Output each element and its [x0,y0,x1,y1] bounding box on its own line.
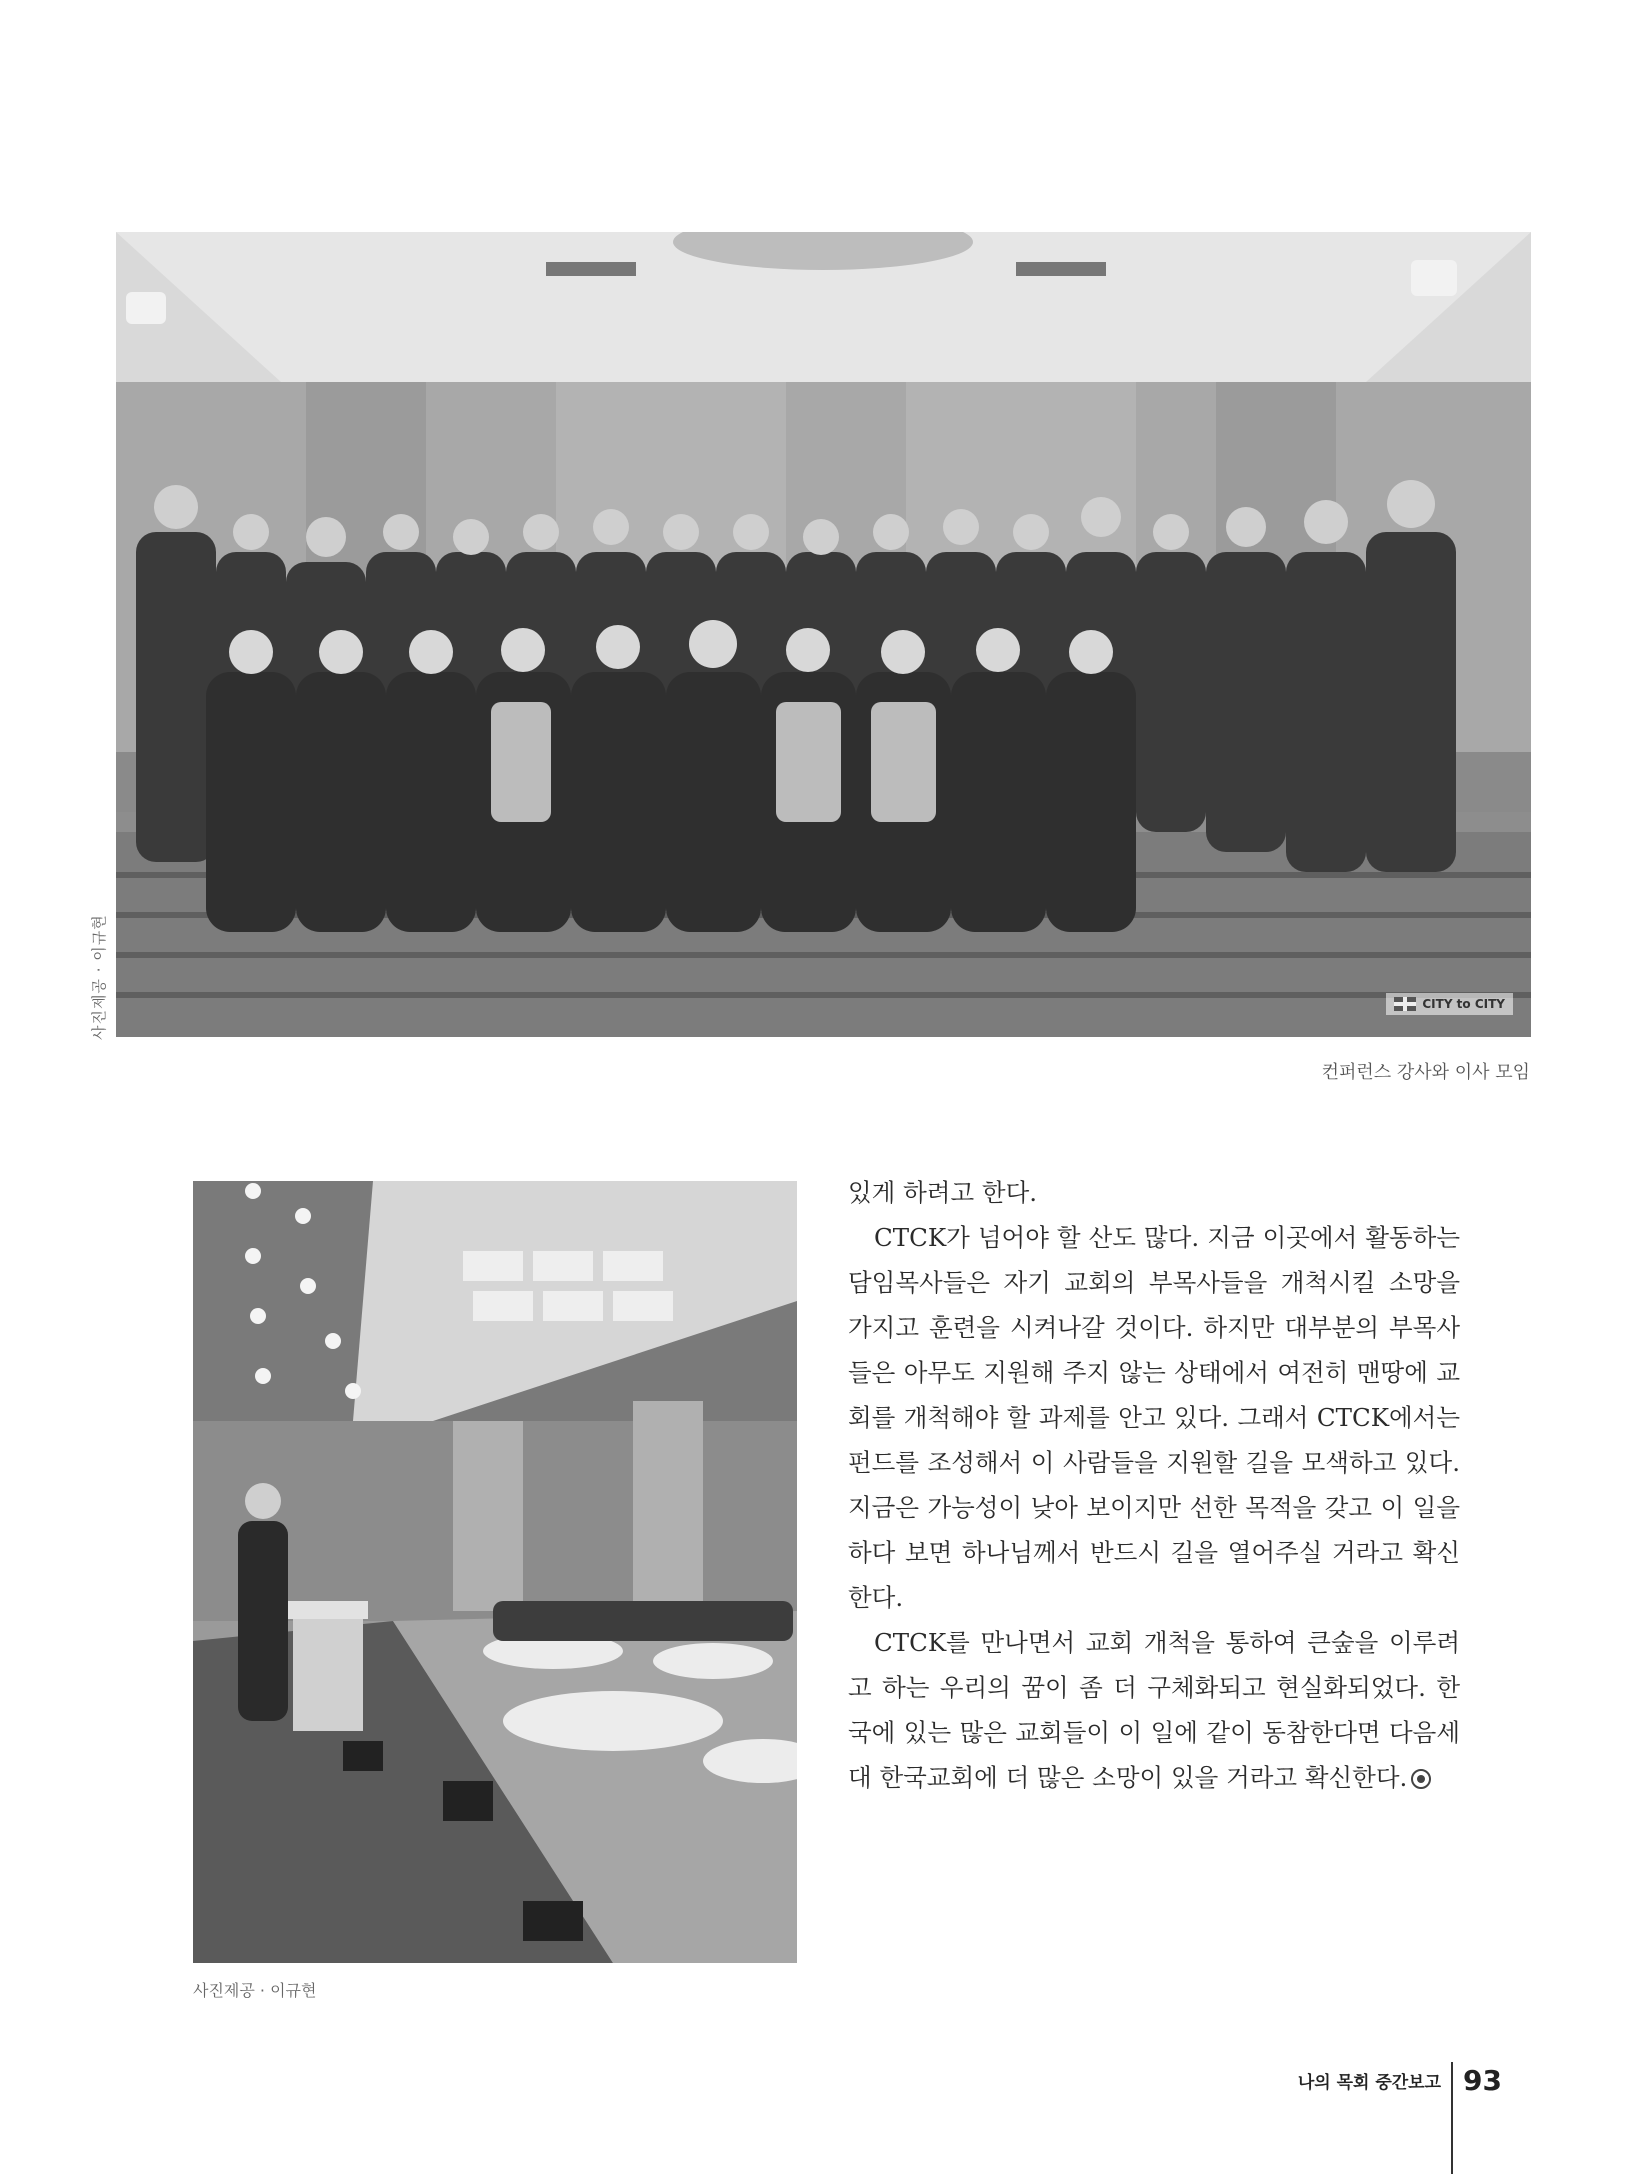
city-to-city-logo-text: CITY to CITY [1422,997,1505,1011]
photo-top-credit: 사진제공 · 이규현 [90,914,108,1040]
section-title: 나의 목회 중간보고 [1297,2072,1442,2093]
group-photo-image [116,232,1531,1037]
article-paragraph: 있게 하려고 한다. [848,1178,1038,1207]
article-paragraph-last [848,1620,1460,1800]
article-paragraph-text: CTCK를 만나면서 교회 개척을 통하여 큰숲을 이루려고 하는 우리의 꿈이 좀 더 구체화되고 현실화되었다. 한국에 있는 많은 교회들이 이 일에 같이 동참한다면 다음세대 한국교회에 더 많은 소망이 있을 거라고 확신한다. [848,1628,1460,1792]
photo-top-caption: 컨퍼런스 강사와 이사 모임 [1321,1062,1530,1083]
page-number: 93 [1463,2063,1502,2097]
conference-photo [193,1181,797,1963]
conference-photo-image [193,1181,797,1963]
group-photo [116,232,1531,1037]
end-mark-icon [1411,1769,1431,1789]
page-footer [1298,2062,1502,2098]
city-to-city-logo [1386,993,1513,1015]
article-paragraph: CTCK가 넘어야 할 산도 많다. 지금 이곳에서 활동하는 담임목사들은 자기 교회의 부목사들을 개척시킬 소망을 가지고 훈련을 시켜나갈 것이다. 하지만 대부분의 부목사들은 아무도 지원해 주지 않는 상태에서 여전히 맨땅에 교회를 개척해야 할 과제를 안고 있다. 그래서 CTCK에서는 펀드를 조성해서 이 사람들을 지원할 길을 모색하고 있다. 지금은 가능성이 낮아 보이지만 선한 목적을 갖고 이 일을 하다 보면 하나님께서 반드시 길을 열어주실 거라고 확신한다. [848,1223,1460,1612]
photo-bottom-credit: 사진제공 · 이규현 [193,1981,317,2000]
city-to-city-logo-icon [1394,997,1416,1011]
footer-divider [1451,2062,1453,2174]
article-body [848,1170,1460,1800]
